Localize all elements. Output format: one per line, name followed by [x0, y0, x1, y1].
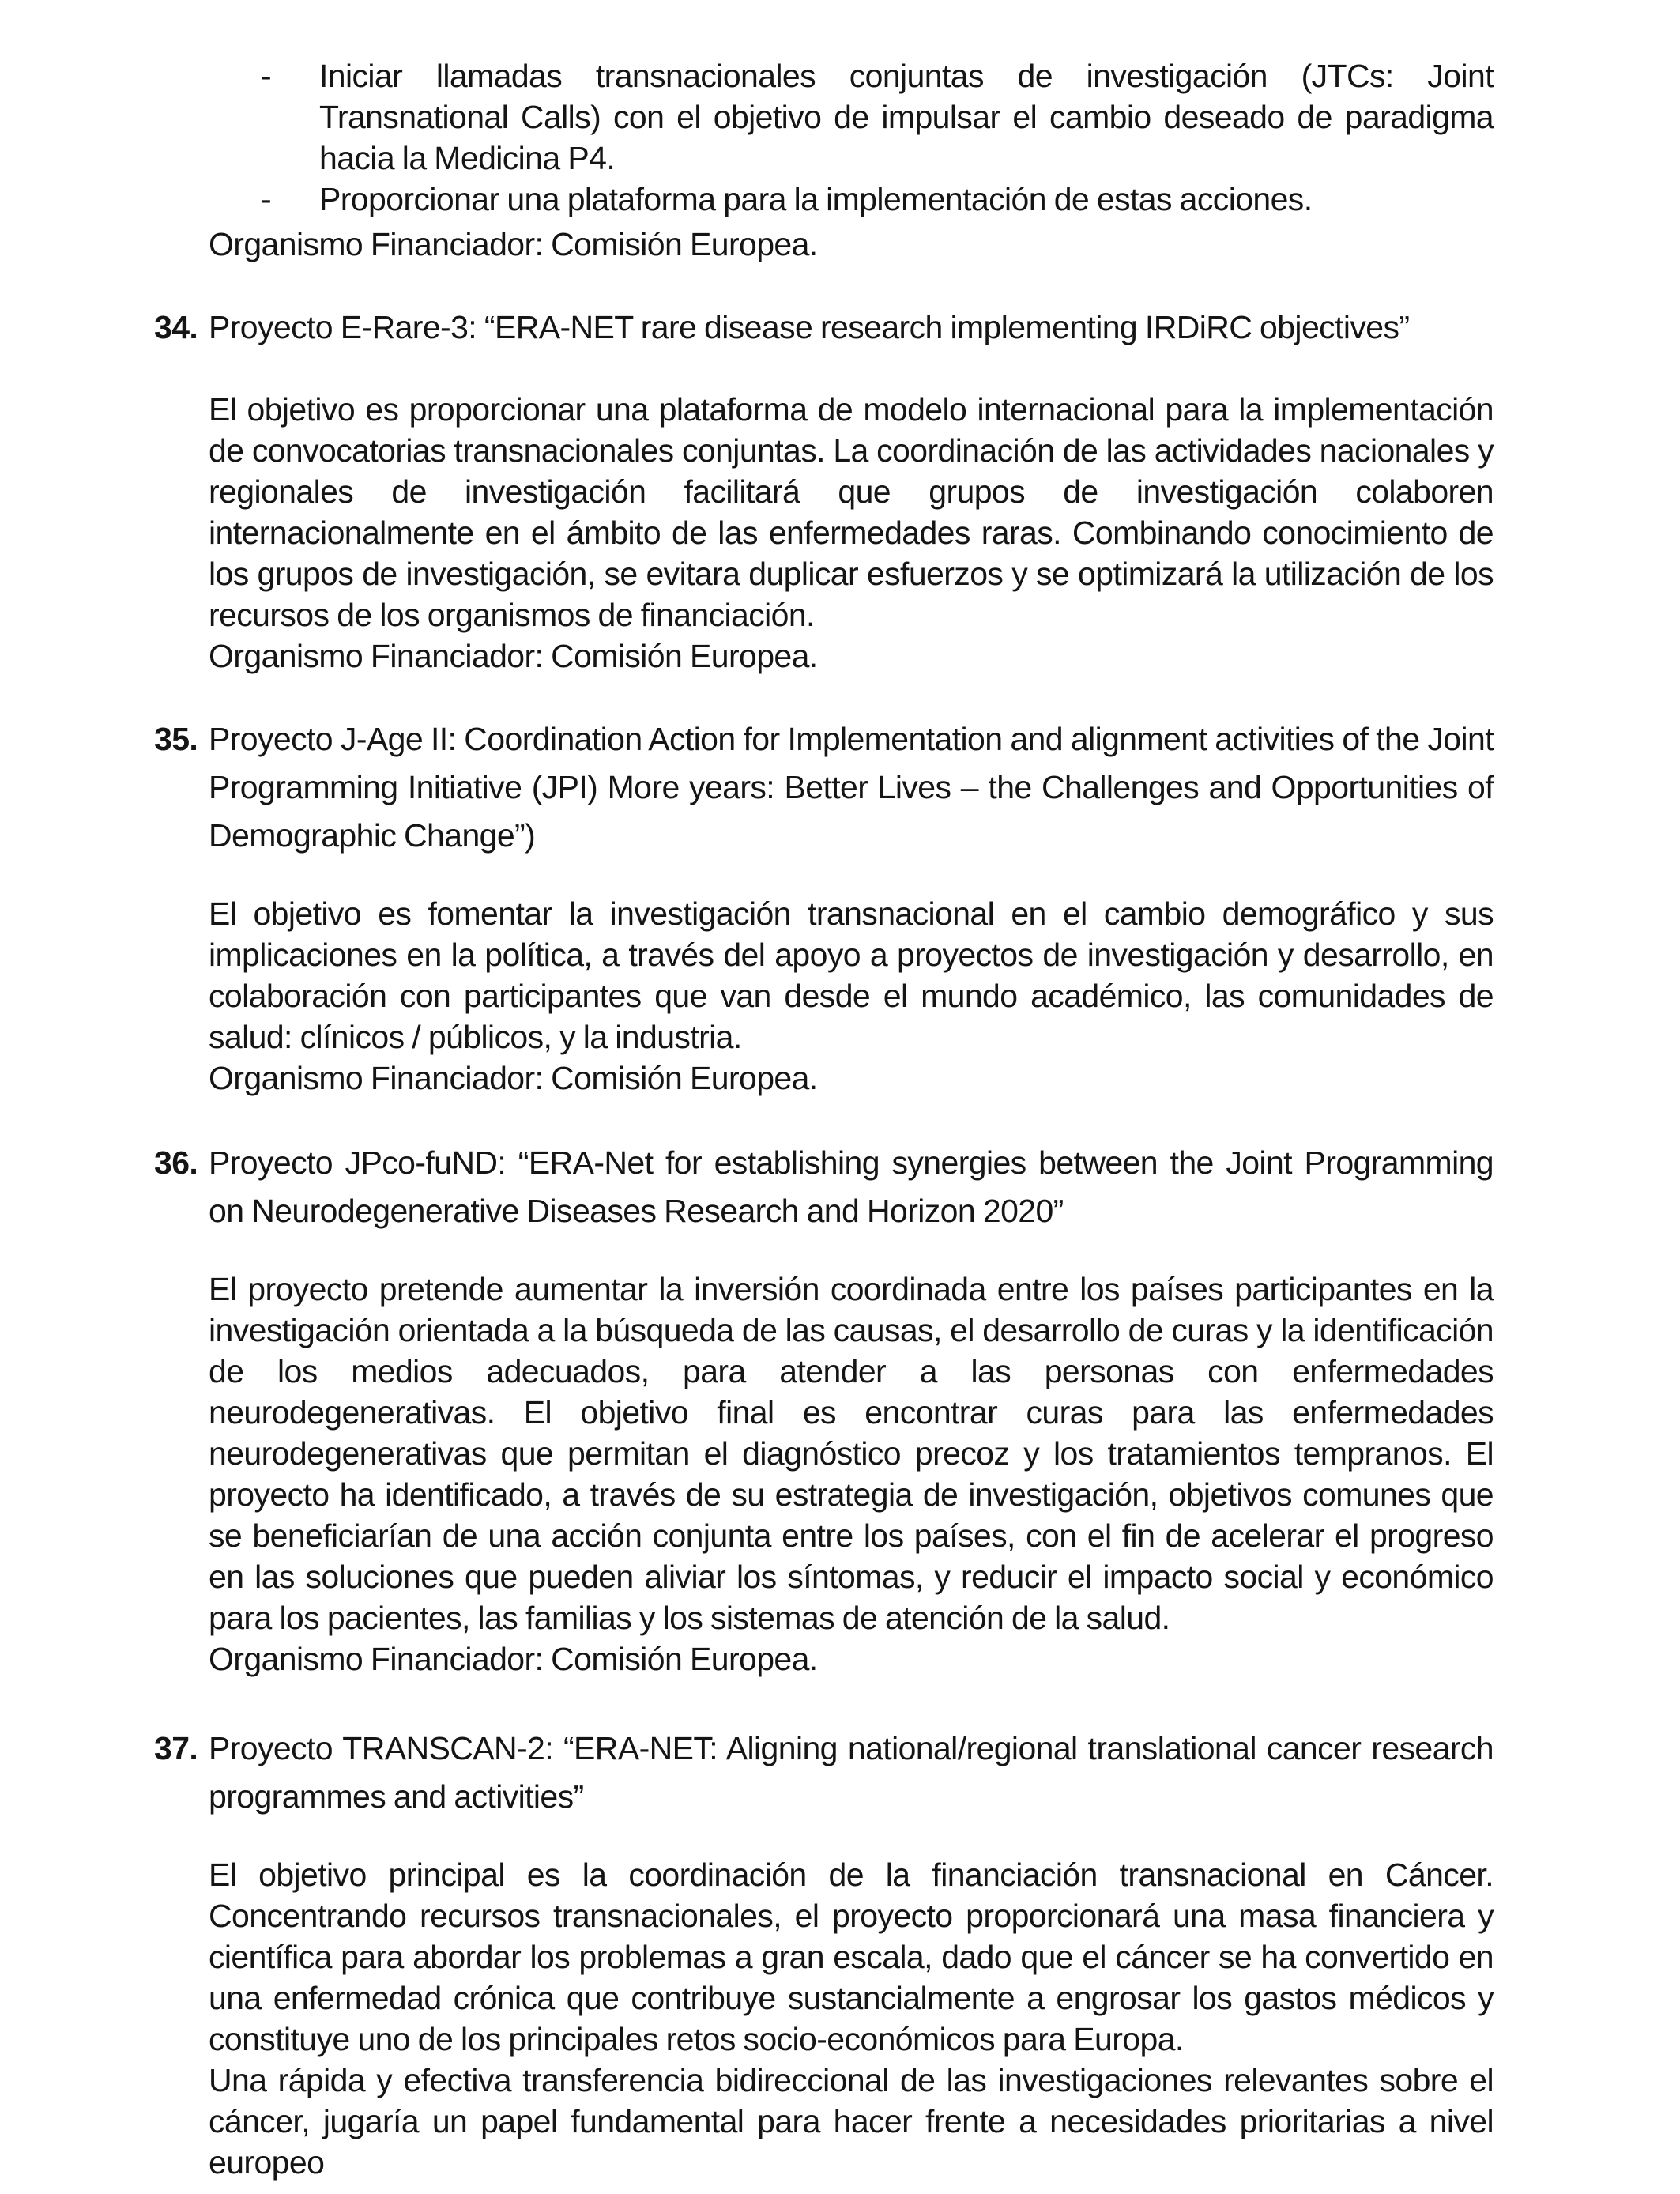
bullet-marker: - [261, 181, 272, 217]
section-funder: Organismo Financiador: Comisión Europea. [209, 638, 818, 674]
section-number: 37. [154, 1730, 198, 1766]
section-title: Proyecto E-Rare-3: “ERA-NET rare disease research implementing IRDiRC objectives” [209, 309, 1410, 345]
section-title: Proyecto TRANSCAN-2: “ERA-NET: Aligning national/regional translational cancer research programmes and activities” [209, 1730, 1494, 1815]
intro-bullet [261, 179, 1494, 220]
section-paragraph: Una rápida y efectiva transferencia bidireccional de las investigaciones relevantes sobre el cáncer, jugaría un papel fundamental para hacer frente a necesidades prioritarias a nivel europeo [209, 2062, 1494, 2181]
intro-funder: Organismo Financiador: Comisión Europea. [209, 226, 818, 262]
section-funder: Organismo Financiador: Comisión Europea. [209, 1060, 818, 1096]
section-number: 34. [154, 309, 198, 345]
bullet-text: Proporcionar una plataforma para la implementación de estas acciones. [319, 181, 1313, 217]
section-title: Proyecto J-Age II: Coordination Action for Implementation and alignment activities of the Joint Programming Initiative (JPI) More years: Better Lives – the Challenges and Opportunities of Demographic Change”) [209, 721, 1494, 854]
section-heading [154, 307, 1494, 348]
project-section-35 [154, 715, 1494, 1099]
section-heading [154, 1725, 1494, 1821]
bullet-text: Iniciar llamadas transnacionales conjuntas de investigación (JTCs: Joint Transnational Calls) con el objetivo de impulsar el cambio deseado de paradigma hacia la Medicina P4. [319, 58, 1494, 176]
bullet-marker: - [261, 58, 272, 94]
project-section-37 [154, 1725, 1494, 2183]
section-paragraph: El proyecto pretende aumentar la inversión coordinada entre los países participantes en la investigación orientada a la búsqueda de las causas, el desarrollo de curas y la identificación de los medios adecuados, para atender a las personas con enfermedades neurodegenerativas. El objetivo final es encontrar curas para las enfermedades neurodegenerativas que permitan el diagnóstico precoz y los tratamientos tempranos. El proyecto ha identificado, a través de su estrategia de investigación, objetivos comunes que se beneficiarían de una acción conjunta entre los países, con el fin de acelerar el progreso en las soluciones que pueden aliviar los síntomas, y reducir el impacto social y económico para los pacientes, las familias y los sistemas de atención de la salud. [209, 1271, 1494, 1636]
section-heading [154, 715, 1494, 860]
section-body [209, 893, 1494, 1099]
section-title: Proyecto JPco-fuND: “ERA-Net for establishing synergies between the Joint Programming on Neurodegenerative Diseases Research and Horizon 2020” [209, 1144, 1494, 1229]
section-body [209, 1269, 1494, 1679]
section-number: 35. [154, 721, 198, 757]
section-body [209, 1854, 1494, 2183]
intro-bullet [261, 55, 1494, 179]
section-paragraph: El objetivo es fomentar la investigación transnacional en el cambio demográfico y sus implicaciones en la política, a través del apoyo a proyectos de investigación y desarrollo, en colaboración con participantes que van desde el mundo académico, las comunidades de salud: clínicos / públicos, y la industria. [209, 895, 1494, 1055]
project-section-34 [154, 307, 1494, 677]
section-heading [154, 1139, 1494, 1235]
section-body [209, 389, 1494, 677]
section-number: 36. [154, 1144, 198, 1181]
intro-bullet-list [261, 55, 1494, 220]
project-section-36 [154, 1139, 1494, 1679]
section-paragraph: El objetivo es proporcionar una plataforma de modelo internacional para la implementación de convocatorias transnacionales conjuntas. La coordinación de las actividades nacionales y regionales de investigación facilitará que grupos de investigación colaboren internacionalmente en el ámbito de las enfermedades raras. Combinando conocimiento de los grupos de investigación, se evitara duplicar esfuerzos y se optimizará la utilización de los recursos de los organismos de financiación. [209, 391, 1494, 633]
section-paragraph: El objetivo principal es la coordinación de la financiación transnacional en Cáncer. Concentrando recursos transnacionales, el proyecto proporcionará una masa financiera y científica para abordar los problemas a gran escala, dado que el cáncer se ha convertido en una enfermedad crónica que contribuye sustancialmente a engrosar los gastos médicos y constituye uno de los principales retos socio-económicos para Europa. [209, 1857, 1494, 2057]
section-funder: Organismo Financiador: Comisión Europea. [209, 1641, 818, 1677]
